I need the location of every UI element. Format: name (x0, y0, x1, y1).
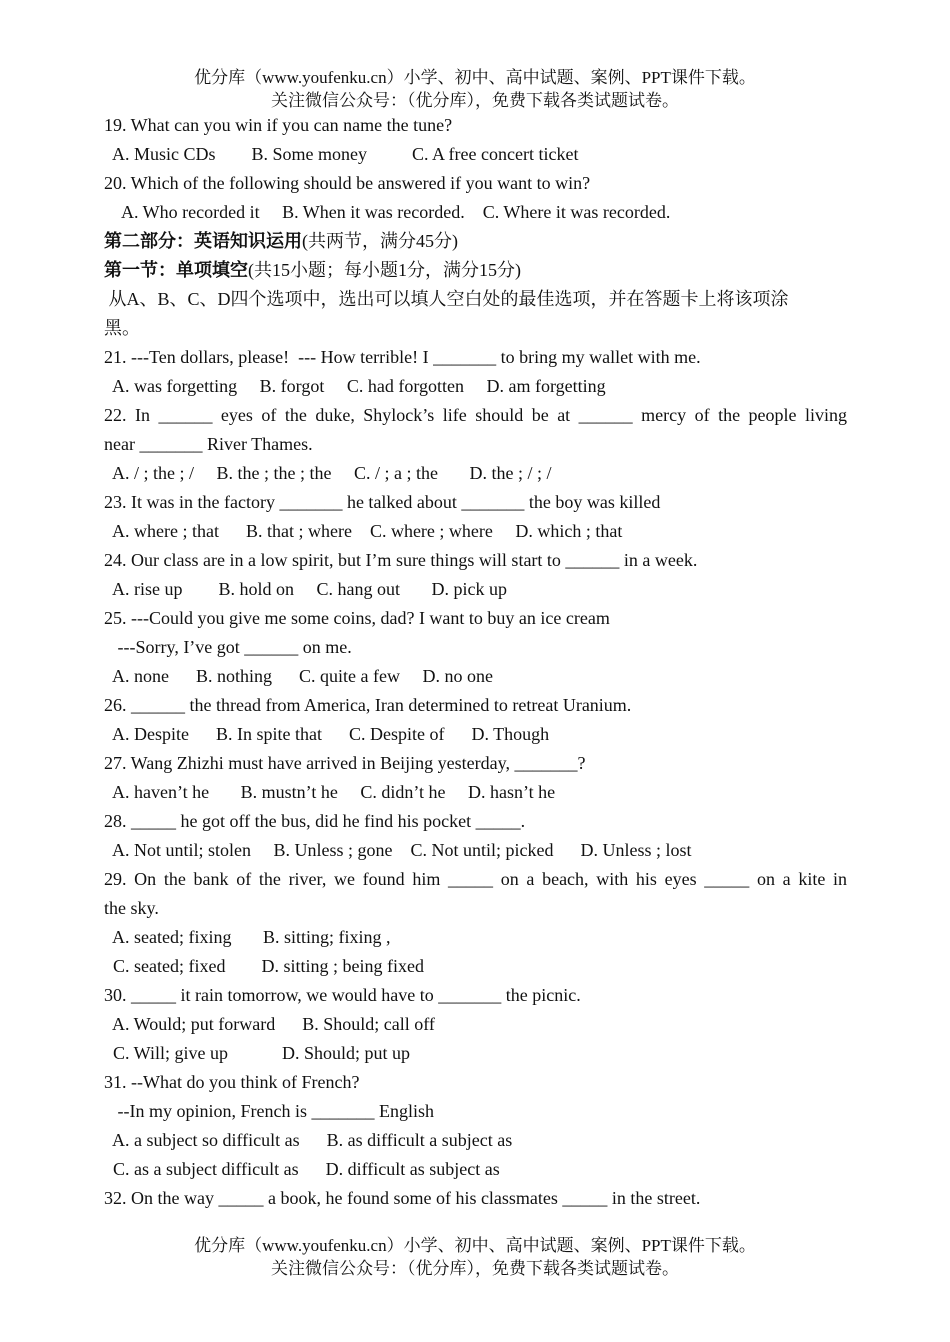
question-27-options: A. haven’t he B. mustn’t he C. didn’t he D. hasn’t he (104, 782, 556, 802)
question-19-options: A. Music CDs B. Some money C. A free concert ticket (104, 144, 579, 164)
question-22-stem-line-1: 22. In ______ eyes of the duke, Shylock’s life should be at ______ mercy of the people living (104, 405, 847, 425)
question-28-stem: 28. _____ he got off the bus, did he find his pocket _____. (104, 811, 526, 831)
question-25-stem-line-2: ---Sorry, I’ve got ______ on me. (104, 637, 352, 657)
question-32-stem: 32. On the way _____ a book, he found some of his classmates _____ in the street. (104, 1188, 701, 1208)
question-24-stem: 24. Our class are in a low spirit, but I’m sure things will start to ______ in a week. (104, 550, 698, 570)
question-19-stem: 19. What can you win if you can name the tune? (104, 115, 453, 135)
question-24-options: A. rise up B. hold on C. hang out D. pick up (104, 579, 507, 599)
question-29-stem-line-2: the sky. (104, 898, 159, 918)
question-21-options: A. was forgetting B. forgot C. had forgotten D. am forgetting (104, 376, 606, 396)
part-2-title (104, 227, 847, 256)
question-31-options-line-2: C. as a subject difficult as D. difficult as subject as (104, 1159, 500, 1179)
exam-body (104, 111, 847, 1213)
header-line-2: 关注微信公众号：（优分库），免费下载各类试题试卷。 (271, 91, 679, 110)
section-1-title (104, 256, 847, 285)
question-25-stem-line-1: 25. ---Could you give me some coins, dad? I want to buy an ice cream (104, 608, 610, 628)
footer-line-1: 优分库（www.youfenku.cn）小学、初中、高中试题、案例、PPT课件下载。 (194, 1236, 756, 1255)
question-22-options: A. / ; the ; / B. the ; the ; the C. / ; a ; the D. the ; / ; / (104, 463, 552, 483)
section-1-title-bold: 第一节：单项填空 (104, 260, 248, 280)
header-line-1: 优分库（www.youfenku.cn）小学、初中、高中试题、案例、PPT课件下载。 (194, 68, 756, 87)
question-28-options: A. Not until; stolen B. Unless ; gone C. Not until; picked D. Unless ; lost (104, 840, 692, 860)
question-26-options: A. Despite B. In spite that C. Despite of D. Though (104, 724, 550, 744)
question-27-stem: 27. Wang Zhizhi must have arrived in Beijing yesterday, _______? (104, 753, 586, 773)
instructions-line-1: 从A、B、C、D四个选项中，选出可以填人空白处的最佳选项，并在答题卡上将该项涂 (104, 289, 789, 309)
question-20-options: A. Who recorded it B. When it was recorded. C. Where it was recorded. (104, 202, 671, 222)
question-30-options-line-1: A. Would; put forward B. Should; call off (104, 1014, 435, 1034)
footer-line-2: 关注微信公众号：（优分库），免费下载各类试题试卷。 (271, 1259, 679, 1278)
page-footer (0, 1234, 950, 1280)
part-2-title-rest: (共两节，满分45分) (302, 231, 458, 251)
question-20-stem: 20. Which of the following should be answered if you want to win? (104, 173, 591, 193)
question-29-options-line-2: C. seated; fixed D. sitting ; being fixed (104, 956, 424, 976)
question-30-options-line-2: C. Will; give up D. Should; put up (104, 1043, 410, 1063)
question-31-options-line-1: A. a subject so difficult as B. as difficult a subject as (104, 1130, 513, 1150)
question-26-stem: 26. ______ the thread from America, Iran determined to retreat Uranium. (104, 695, 632, 715)
instructions-line-2: 黑。 (104, 318, 140, 338)
question-22-stem-line-2: near _______ River Thames. (104, 434, 313, 454)
question-30-stem: 30. _____ it rain tomorrow, we would have to _______ the picnic. (104, 985, 581, 1005)
page-header (0, 66, 950, 112)
question-31-stem-line-2: --In my opinion, French is _______ English (104, 1101, 434, 1121)
question-21-stem: 21. ---Ten dollars, please! --- How terrible! I _______ to bring my wallet with me. (104, 347, 701, 367)
question-23-options: A. where ; that B. that ; where C. where ; where D. which ; that (104, 521, 623, 541)
question-31-stem-line-1: 31. --What do you think of French? (104, 1072, 360, 1092)
section-1-title-rest: (共15小题；每小题1分，满分15分) (248, 260, 521, 280)
part-2-title-bold: 第二部分：英语知识运用 (104, 231, 302, 251)
question-25-options: A. none B. nothing C. quite a few D. no one (104, 666, 493, 686)
question-29-stem-line-1: 29. On the bank of the river, we found him _____ on a beach, with his eyes _____ on a kite in (104, 869, 847, 889)
question-29-options-line-1: A. seated; fixing B. sitting; fixing , (104, 927, 391, 947)
question-23-stem: 23. It was in the factory _______ he talked about _______ the boy was killed (104, 492, 661, 512)
